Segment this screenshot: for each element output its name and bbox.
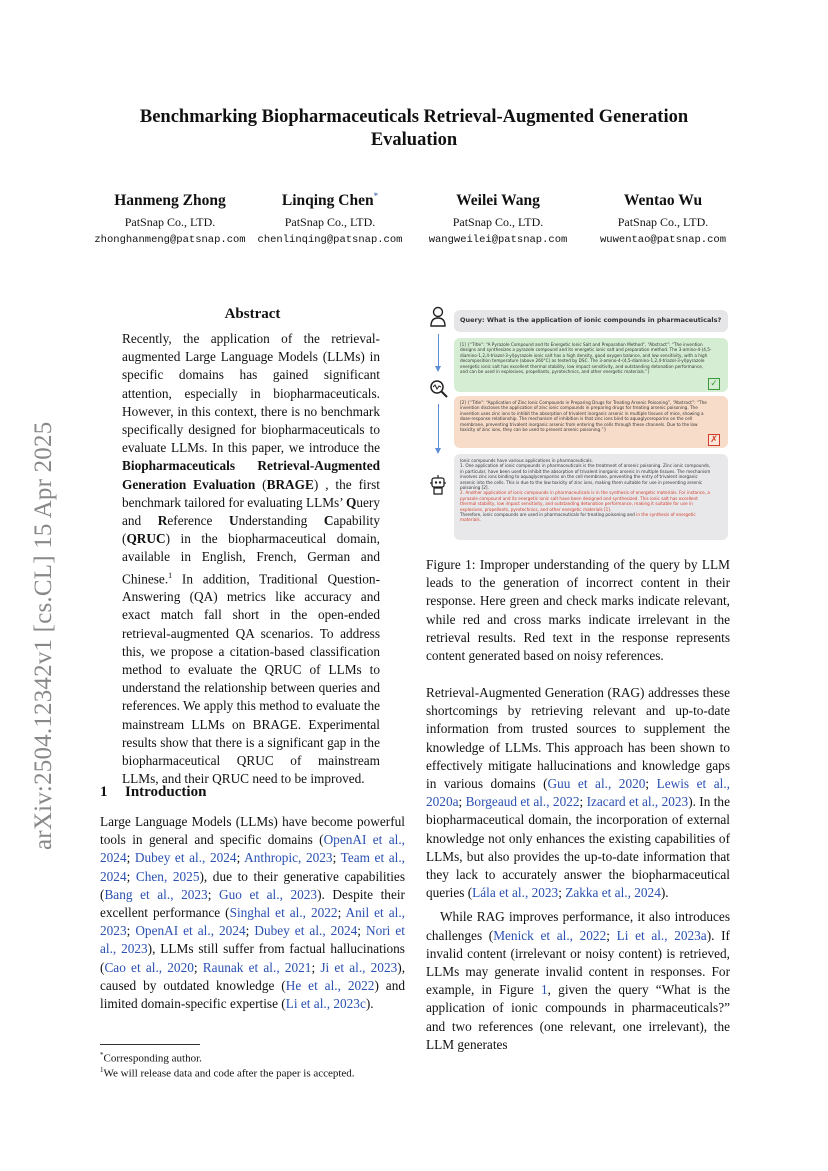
body-text: ; (236, 850, 245, 866)
body-text: ; (245, 923, 255, 939)
body-text: ; (311, 959, 321, 975)
check-mark-icon: ✓ (708, 378, 720, 390)
citation-link[interactable]: 1 (541, 982, 548, 998)
citation-link[interactable]: Ji et al., 2023 (320, 959, 398, 975)
body-text: ; (579, 794, 587, 810)
body-text: Retrieval-Augmented Generation (RAG) addresses these shortcomings by retrieving relevant and up-to-date information from trusted sources to supplement the knowledge of LLMs. This approach has been shown to effectively mitigate hallucinations and knowledge gaps in various domains ( (426, 685, 730, 792)
query-box: Query: What is the application of ionic compounds in pharmaceuticals? (454, 310, 728, 332)
citation-link[interactable]: Li et al., 2023c (285, 996, 366, 1012)
body-text: ), caused by outdated knowledge ( (100, 959, 406, 993)
footnote: *Corresponding author. (100, 1051, 202, 1065)
cross-mark-icon: ✗ (708, 434, 720, 446)
robot-icon (428, 474, 448, 496)
irrelevant-reference-box: [2] {“Title”: “Application of Zinc Ionic Compounds in Preparing Drugs for Treating Arsenic Poisoning”, “Abstract”: “The invention discloses the application of zinc ionic compounds in preparing drugs for treating arsenic poisoning. The invention uses zinc ions to inhibit the absorption of trivalent inorganic arsenic in multiple tissues of mice, showing a dose-response relationship. The mechanism of inhibition is that zinc ions bind to aquaglyceroporins on the cell membrane, preventing trivalent inorganic arsenic from entering the cells through these channels. Due to the low toxicity of zinc ions, they can be used to prevent arsenic poisoning.”} (454, 396, 728, 448)
body-text: ; (357, 923, 366, 939)
body-text: ; (126, 850, 135, 866)
body-text: , given the query “What is the application of ionic compounds in pharmaceuticals?” and two references (one relevant, one irrelevant), the LLM generates (426, 982, 730, 1052)
body-text: ; (126, 923, 136, 939)
body-text: ), due to their generative capabilities ( (100, 868, 405, 902)
body-text: ) and limited domain-specific expertise ( (100, 977, 406, 1012)
body-text: ). (365, 996, 374, 1012)
body-text: ). If invalid content (irrelevant or noisy content) is retrieved, LLMs may generate invalid content in responses. For example, in Figure (426, 927, 730, 998)
flow-arrow (438, 404, 439, 452)
body-text: ; (207, 886, 219, 902)
citation-link[interactable]: Bang et al., 2023 (104, 886, 208, 902)
body-text: ). (660, 885, 669, 901)
figure-caption: Figure 1: Improper understanding of the query by LLM leads to the generation of incorrect content in their response. Here green and check marks indicate relevant, while red and cross marks indicate irrelevant in the retrieval results. Red text in the response represents content generated based on noisy references. (426, 557, 730, 664)
section-heading: 1 Introduction (100, 784, 207, 800)
author-block: Weilei Wang PatSnap Co., LTD. wangweilei@patsnap.com (428, 192, 568, 247)
citation-link[interactable]: Singhal et al., 2022 (229, 905, 338, 921)
citation-link[interactable]: Zakka et al., 2024 (565, 885, 661, 901)
paper-title: Benchmarking Biopharmaceuticals Retrieval-Augmented Generation Evaluation (139, 107, 689, 150)
user-icon (428, 306, 448, 328)
citation-link[interactable]: Izacard et al., 2023 (586, 794, 689, 810)
body-text: While RAG improves performance, it also introduces challenges ( (426, 909, 730, 943)
body-text: ; (645, 776, 657, 792)
citation-link[interactable]: Borgeaud et al., 2022 (465, 794, 580, 810)
body-text: ; (126, 868, 136, 884)
abstract-heading: Abstract (224, 306, 281, 322)
citation-link[interactable]: Li et al., 2023a (616, 927, 707, 943)
citation-link[interactable]: Guu et al., 2020 (547, 776, 646, 792)
citation-link[interactable]: OpenAI et al., 2024 (135, 923, 246, 939)
footnote-rule (100, 1044, 200, 1045)
relevant-reference-box: [1] {“Title”: “A Pyrazole Compound and Its Energetic Ionic Salt and Preparation Method”, “Abstract”: “The invention designs and synthesizes a pyrazole compound and its energetic ionic salt and preparation method. The 3-amino-4-(4,5-diamino-1,2,4-triazol-3-yl)pyrazole ionic salt has a high density, good oxygen balance, and low sensitivity, with a high decomposition temperature (above 260°C) as tested by DSC. The 3-amino-4-(4,5-diamino-1,2,4-triazol-3-yl)pyrazole energetic ionic salt has excellent thermal stability, low impact sensitivity, and outstanding detonation performance, and can be used in explosives, propellants, pyrotechnics, and other energetic materials.”} (454, 338, 728, 392)
citation-link[interactable]: OpenAI et al., 2024 (100, 832, 405, 866)
body-text: ; (606, 927, 617, 943)
citation-link[interactable]: Dubey et al., 2024 (134, 850, 237, 866)
body-text: ). In the biopharmaceutical domain, the incorporation of external knowledge not only enhances the existing capabilities of LLMs, but also provides the up-to-date information that they lack to accurately answer the biopharmaceutical queries ( (426, 794, 730, 901)
body-text: ; (458, 794, 466, 810)
flow-arrow (438, 334, 439, 370)
citation-link[interactable]: Team et al., 2024 (100, 850, 405, 884)
citation-link[interactable]: Nori et al., 2023 (100, 923, 405, 957)
search-icon (428, 378, 448, 400)
citation-link[interactable]: Cao et al., 2020 (104, 959, 194, 975)
body-text: ; (193, 959, 203, 975)
intro-paragraph (100, 813, 405, 1013)
author-block: Hanmeng Zhong PatSnap Co., LTD. zhonghanmeng@patsnap.com (94, 192, 246, 247)
arxiv-stamp: arXiv:2504.12342v1 [cs.CL] 15 Apr 2025 (30, 421, 57, 850)
llm-response-box: Ionic compounds have various applications in pharmaceuticals. 1. One application of ionic compounds in pharmaceuticals is the treatment of arsenic poisoning. Zinc ionic compounds, in particular, have been used to inhibit the absorption of trivalent inorganic arsenic in multiple tissues. The mechanism involves zinc ions binding to aquaglyceroporins on the cell membrane, preventing the entry of trivalent inorganic arsenic into the cells. This is due to the low toxicity of zinc ions, making them suitable for use in preventing arsenic poisoning [2]. 2. Another application of ionic compounds in pharmaceuticals is in the synthesis of energetic materials. For instance, a pyrazole compound and its energetic ionic salt have been designed and synthesized. This ionic salt has excellent thermal stability, low impact sensitivity, and outstanding detonation performance, making it suitable for use in explosives, propellants, pyrotechnics, and other energetic materials [1]. Therefore, ionic compounds are used in pharmaceuticals for treating poisoning and in the synthesis of energetic materials. (454, 454, 728, 540)
author-block: Linqing Chen* PatSnap Co., LTD. chenlinqing@patsnap.com (257, 191, 403, 247)
body-text: ; (558, 885, 566, 901)
citation-link[interactable]: Dubey et al., 2024 (254, 923, 358, 939)
body-text: ; (332, 850, 341, 866)
citation-link[interactable]: Guo et al., 2023 (218, 886, 318, 902)
body-text: Large Language Models (LLMs) have become powerful tools in general and specific domains ( (100, 814, 405, 848)
citation-link[interactable]: Raunak et al., 2021 (202, 959, 312, 975)
body-text: ). Despite their excellent performance ( (100, 886, 405, 921)
author-block: Wentao Wu PatSnap Co., LTD. wuwentao@patsnap.com (599, 192, 727, 247)
citation-link[interactable]: Anthropic, 2023 (244, 850, 333, 866)
citation-link[interactable]: Lála et al., 2023 (472, 885, 559, 901)
footnote: $^1$We will release data and code after the paper is accepted. (100, 1066, 355, 1080)
citation-link[interactable]: Anil et al., 2023 (100, 905, 405, 939)
body-text: ; (337, 905, 346, 921)
figure-1 (424, 304, 730, 548)
citation-link[interactable]: Chen, 2025 (135, 868, 200, 884)
body-text: ), LLMs still suffer from factual hallucinations ( (100, 941, 405, 975)
abstract-body: Recently, the application of the retrieval-augmented Large Language Models (LLMs) in specific domains has gained significant attention, especially in biopharmaceuticals. However, in this context, there is no benchmark specifically designed for biopharmaceuticals to evaluate LLMs. In this paper, we introduce the Biopharmaceuticals Retrieval-Augmented Generation Evaluation (BRAGE) , the first benchmark tailored for evaluating LLMs’ Query and Reference Understanding Capability (QRUC) in the biopharmaceutical domain, available in English, French, German and Chinese.$^1$ In addition, Traditional Question-Answering (QA) metrics like accuracy and exact match fall short in the open-ended retrieval-augmented QA scenarios. To address this, we propose a citation-based classification method to evaluate the QRUC of LLMs to understand the relationship between queries and references. We apply this method to evaluate the mainstream LLMs on BRAGE. Experimental results show that there is a significant gap in the biopharmaceutical QRUC of mainstream LLMs, and their QRUC need to be improved. (122, 331, 380, 787)
citation-link[interactable]: He et al., 2022 (285, 977, 375, 993)
citation-link[interactable]: Menick et al., 2022 (493, 927, 607, 943)
citation-link[interactable]: Lewis et al., 2020a (426, 776, 730, 810)
rag-paragraphs (426, 684, 730, 1054)
